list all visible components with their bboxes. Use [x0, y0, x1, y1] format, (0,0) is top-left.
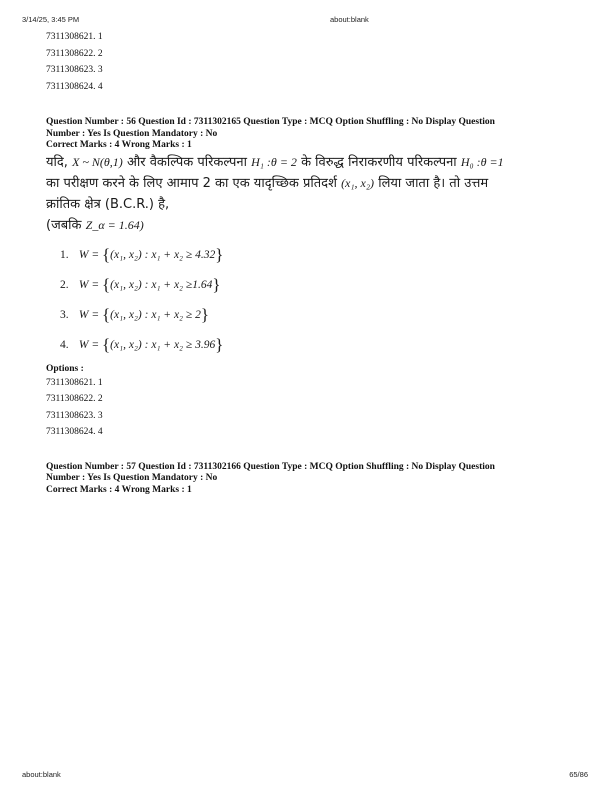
q-text-part: (जबकि — [46, 217, 82, 233]
choice-set: (x₁, x₂) : x₁ + x₂ ≥ 2 — [110, 308, 201, 321]
q-text-part: का परीक्षण करने के लिए आमाप 2 का एक यादृच्छिक प्रतिदर्श — [46, 175, 337, 191]
question-56-marks: Correct Marks : 4 Wrong Marks : 1 — [46, 140, 192, 150]
q-text-part: यदि, — [46, 154, 68, 170]
choice-set: (x₁, x₂) : x₁ + x₂ ≥ 4.32 — [110, 248, 216, 261]
math-z-alpha: Z_α = 1.64) — [85, 217, 144, 232]
choice-number: 1. — [60, 248, 69, 261]
option-item: 7311308623. 3 — [46, 410, 103, 421]
choice-number: 2. — [60, 278, 69, 291]
math-null-hypothesis: H₀ :θ =1 — [460, 154, 504, 169]
math-distribution: X ~ N(θ,1) — [72, 154, 123, 169]
option-item: 7311308621. 1 — [46, 32, 103, 42]
choice-4: 4. W = {(x₁, x₂) : x₁ + x₂ ≥ 3.96} — [60, 330, 576, 360]
q-text-part: के विरुद्ध निराकरणीय परिकल्पना — [301, 154, 457, 170]
choice-2: 2. W = {(x₁, x₂) : x₁ + x₂ ≥1.64} — [60, 270, 576, 300]
options-label: Options : — [46, 363, 84, 374]
print-datetime: 3/14/25, 3:45 PM — [22, 15, 80, 24]
question-57-header — [46, 462, 576, 497]
math-sample: (x₁, x₂) — [341, 175, 375, 190]
q-text-part: लिया जाता है। तो उत्तम — [378, 175, 489, 191]
footer-url: about:blank — [22, 770, 61, 779]
choice-w: W = — [78, 278, 100, 291]
choice-3: 3. W = {(x₁, x₂) : x₁ + x₂ ≥ 2} — [60, 300, 576, 330]
option-item: 7311308623. 3 — [46, 65, 103, 75]
choice-set: (x₁, x₂) : x₁ + x₂ ≥1.64 — [110, 278, 213, 291]
choice-number: 3. — [60, 308, 69, 321]
option-item: 7311308621. 1 — [46, 377, 103, 388]
previous-options-list — [46, 29, 576, 95]
choice-w: W = — [78, 338, 100, 351]
question-57-meta-line1: Question Number : 57 Question Id : 7311302166 Question Type : MCQ Option Shuffling : No Display Question — [46, 461, 495, 472]
q-text-part: क्रांतिक क्षेत्र (B.C.R.) है, — [46, 196, 170, 212]
option-item: 7311308624. 4 — [46, 81, 103, 92]
question-56-text — [46, 152, 576, 236]
page-number: 65/86 — [569, 770, 588, 779]
print-url: about:blank — [330, 15, 369, 24]
option-item: 7311308622. 2 — [46, 48, 103, 59]
question-56-meta-line2: Number : Yes Is Question Mandatory : No — [46, 128, 218, 139]
choice-w: W = — [78, 308, 100, 321]
choice-w: W = — [78, 248, 100, 261]
question-57-meta-line2: Number : Yes Is Question Mandatory : No — [46, 473, 218, 483]
question-56-meta-line1: Question Number : 56 Question Id : 7311302165 Question Type : MCQ Option Shuffling : No Display Question — [46, 117, 495, 127]
option-item: 7311308622. 2 — [46, 394, 103, 404]
choice-number: 4. — [60, 338, 69, 351]
question-56 — [46, 117, 576, 441]
choice-set: (x₁, x₂) : x₁ + x₂ ≥ 3.96 — [110, 338, 216, 351]
page-content — [46, 29, 576, 496]
question-56-options-list — [46, 375, 576, 441]
math-alt-hypothesis: H₁ :θ = 2 — [251, 154, 297, 169]
choice-1: 1. W = {(x₁, x₂) : x₁ + x₂ ≥ 4.32} — [60, 240, 576, 270]
q-text-part: और वैकल्पिक परिकल्पना — [126, 154, 247, 170]
question-56-header — [46, 117, 576, 152]
question-56-choices — [46, 240, 576, 360]
option-item: 7311308624. 4 — [46, 427, 103, 437]
question-57-marks: Correct Marks : 4 Wrong Marks : 1 — [46, 484, 192, 495]
